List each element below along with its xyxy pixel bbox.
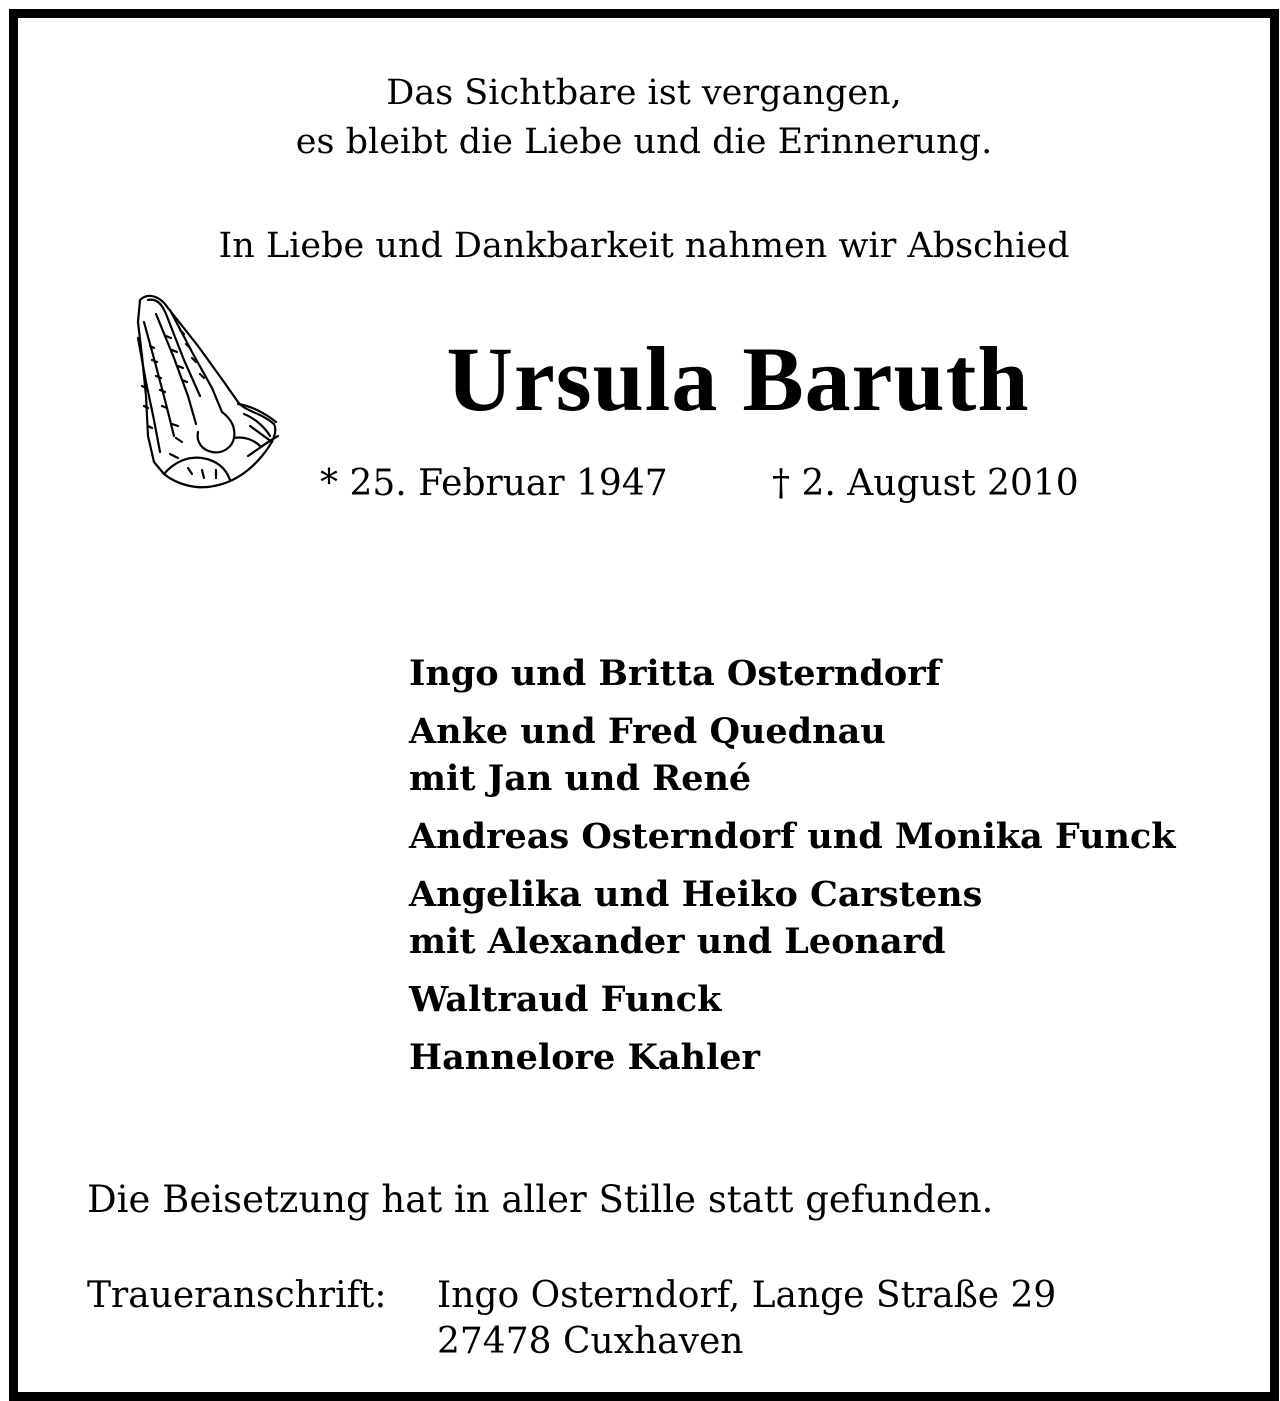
mourner-group <box>409 976 1176 1023</box>
mourner-line: Waltraud Funck <box>409 979 722 1020</box>
mourner-subline: mit Alexander und Leonard <box>409 921 946 962</box>
mourner-group <box>409 650 1176 697</box>
mourner-line: Andreas Osterndorf und Monika Funck <box>409 816 1176 857</box>
mourner-line: Anke und Fred Quednau <box>409 711 886 752</box>
death-date: † 2. August 2010 <box>772 463 1079 504</box>
mourners-list <box>409 650 1176 1092</box>
mourner-group <box>409 871 1176 965</box>
mourner-line: Hannelore Kahler <box>409 1037 760 1078</box>
mourner-subline: mit Jan und René <box>409 758 752 799</box>
birth-date: * 25. Februar 1947 <box>320 463 668 504</box>
burial-note: Die Beisetzung hat in aller Stille statt gefunden. <box>87 1178 994 1221</box>
address-city: 27478 Cuxhaven <box>437 1321 744 1362</box>
mourner-group <box>409 813 1176 860</box>
mourner-group <box>409 1034 1176 1081</box>
mourner-line: Ingo und Britta Osterndorf <box>409 653 941 694</box>
farewell-intro: In Liebe und Dankbarkeit nahmen wir Abschied <box>218 226 1070 266</box>
mourner-group <box>409 708 1176 802</box>
verse-line-2: es bleibt die Liebe und die Erinnerung. <box>295 122 993 162</box>
deceased-name: Ursula Baruth <box>446 328 1030 430</box>
verse-line-1: Das Sichtbare ist vergangen, <box>386 73 902 113</box>
address-street: Ingo Osterndorf, Lange Straße 29 <box>437 1275 1057 1316</box>
praying-hands-icon <box>126 286 286 496</box>
address-label: Traueranschrift: <box>87 1275 387 1316</box>
mourner-line: Angelika und Heiko Carstens <box>409 874 983 915</box>
obituary-notice <box>9 9 1279 1401</box>
